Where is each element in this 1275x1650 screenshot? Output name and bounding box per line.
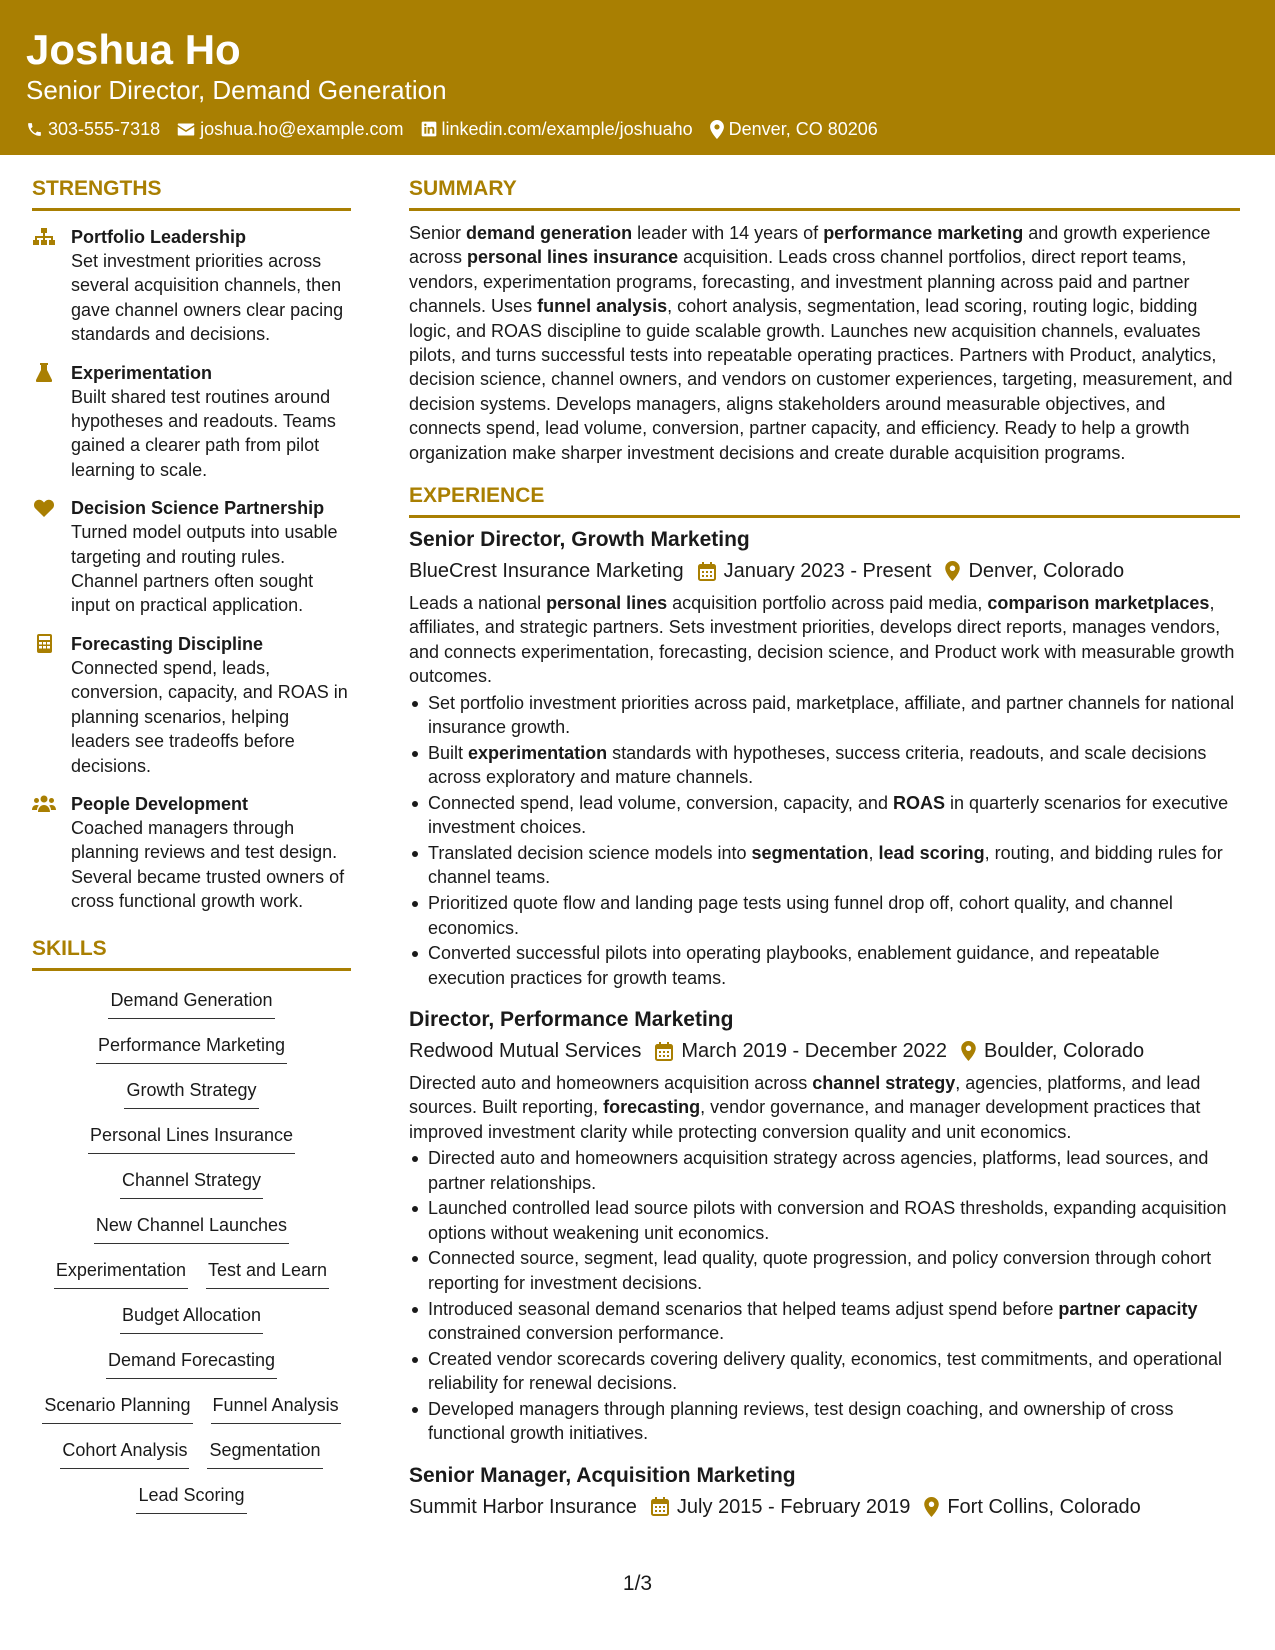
bold-keyword: ROAS [892, 792, 945, 813]
calendar-icon [651, 1497, 669, 1516]
skill-tag: Experimentation [54, 1256, 188, 1289]
linkedin-text: linkedin.com/example/joshuaho [441, 118, 693, 139]
skill-tag: Personal Lines Insurance [88, 1121, 295, 1154]
bold-keyword: lead scoring [878, 843, 985, 864]
page-number: 1/3 [622, 1572, 653, 1595]
candidate-title: Senior Director, Demand Generation [26, 75, 447, 105]
strength-desc: Set investment priorities across several acquisition channels, then gave channel owners clear pacing standards and decisions. [71, 251, 344, 345]
strength-title: People Development [71, 793, 249, 814]
flask-icon [32, 363, 56, 383]
job-entry [409, 1462, 1240, 1521]
strength-item [32, 632, 351, 778]
skill-tag: Scenario Planning [42, 1391, 192, 1424]
contact-phone[interactable] [26, 119, 160, 140]
bold-keyword: experimentation [468, 742, 608, 763]
skills-heading: SKILLS [32, 936, 351, 971]
job-dates: March 2019 - December 2022 [681, 1040, 948, 1063]
map-pin-icon [945, 561, 960, 581]
job-bullet: Launched controlled lead source pilots with conversion and ROAS thresholds, expanding acquisition options without weakening unit economics. [409, 1196, 1240, 1245]
phone-text: 303-555-7318 [48, 118, 161, 139]
bold-keyword: segmentation [751, 843, 869, 864]
job-bullet: Translated decision science models into segmentation, lead scoring, routing, and bidding rules for channel teams. [409, 841, 1240, 890]
strengths-heading: STRENGTHS [32, 176, 351, 211]
contact-linkedin[interactable] [421, 119, 693, 140]
calendar-icon-wrap [655, 1042, 673, 1061]
skill-tag: Lead Scoring [136, 1481, 246, 1514]
skill-tag: Demand Generation [108, 986, 274, 1019]
skill-row [45, 1256, 338, 1292]
calendar-icon-wrap [651, 1497, 669, 1516]
job-meta [409, 1037, 1240, 1065]
bold-keyword: partner capacity [1058, 1298, 1198, 1319]
job-dates: July 2015 - February 2019 [676, 1495, 911, 1518]
job-location: Boulder, Colorado [984, 1040, 1145, 1063]
calendar-icon [698, 562, 716, 581]
job-bullet: Built experimentation standards with hypotheses, success criteria, readouts, and scale decisions across exploratory and mature channels. [409, 741, 1240, 790]
job-bullet: Prioritized quote flow and landing page tests using funnel drop off, cohort quality, and channel economics. [409, 891, 1240, 940]
map-pin-icon [710, 120, 724, 139]
skill-tag: Budget Allocation [120, 1301, 263, 1334]
job-meta [409, 1493, 1240, 1521]
job-bullet: Created vendor scorecards covering delivery quality, economics, test commitments, and operational reliability for renewal decisions. [409, 1347, 1240, 1396]
skill-tag: Segmentation [207, 1436, 322, 1469]
skill-tag: Cohort Analysis [60, 1436, 189, 1469]
skill-row [85, 1211, 298, 1247]
resume-header [0, 0, 1275, 155]
strength-desc: Connected spend, leads, conversion, capacity, and ROAS in planning scenarios, helping leaders see tradeoffs before decisions. [71, 657, 348, 776]
skill-row [33, 1391, 349, 1427]
right-column [409, 176, 1240, 1521]
job-company: Summit Harbor Insurance [409, 1495, 637, 1518]
email-text: joshua.ho@example.com [200, 118, 404, 139]
envelope-icon [177, 122, 195, 137]
skill-row [51, 1436, 331, 1472]
skill-tag: New Channel Launches [94, 1211, 289, 1244]
skill-row [115, 1076, 267, 1112]
job-bullet: Set portfolio investment priorities across paid, marketplace, affiliate, and partner channels for national insurance growth. [409, 691, 1240, 740]
skills-list [32, 980, 351, 1517]
calendar-icon [655, 1042, 673, 1061]
job-location: Fort Collins, Colorado [947, 1495, 1141, 1518]
job-entry [409, 526, 1240, 990]
skill-tag: Demand Forecasting [106, 1346, 277, 1379]
bold-keyword: demand generation [466, 223, 633, 243]
summary-text: Senior demand generation leader with 14 years of performance marketing and growth experience across personal lines insurance acquisition. Leads cross channel portfolios, direct report teams, vendors, experimentation programs, forecasting, and investment planning across paid and partner channels. Uses funnel analysis, cohort analysis, segmentation, lead scoring, routing logic, bidding logic, and ROAS discipline to guide scalable growth. Launches new acquisition channels, evaluates pilots, and turns successful tests into repeatable operating practices. Partners with Product, analytics, decision science, channel owners, and vendors on customer experiences, targeting, measurement, and decision systems. Develops managers, aligns stakeholders around measurable objectives, and connects spend, lead volume, conversion, partner capacity, and efficiency. Ready to help a growth organization make sharper investment decisions and create durable acquisition programs. [409, 223, 1233, 463]
job-bullets [409, 691, 1240, 990]
phone-icon [26, 121, 43, 138]
bold-keyword: performance marketing [823, 223, 1024, 243]
job-meta [409, 557, 1240, 585]
org-chart-icon [32, 227, 56, 247]
bold-keyword: forecasting [603, 1097, 701, 1118]
bold-keyword: channel strategy [812, 1073, 956, 1094]
heart-icon [32, 498, 56, 518]
map-pin-icon [961, 1041, 976, 1061]
job-summary: Leads a national personal lines acquisition portfolio across paid media, comparison marketplaces, affiliates, and strategic partners. Sets investment priorities, develops direct reports, manages vendors, and connects experimentation, forecasting, decision science, and Product work with measurable growth outcomes. [409, 593, 1235, 687]
strength-title: Portfolio Leadership [71, 227, 247, 247]
job-bullet: Connected source, segment, lead quality, quote progression, and policy conversion through cohort reporting for investment decisions. [409, 1246, 1240, 1295]
job-title: Senior Director, Growth Marketing [409, 528, 750, 552]
skill-tag: Growth Strategy [124, 1076, 258, 1109]
skill-row [79, 1121, 304, 1157]
candidate-name: Joshua Ho [26, 26, 241, 73]
skill-row [97, 1346, 286, 1382]
strength-desc: Built shared test routines around hypotheses and readouts. Teams gained a clearer path from pilot learning to scale. [71, 386, 336, 480]
job-company: BlueCrest Insurance Marketing [409, 560, 684, 583]
pin-icon-wrap [945, 561, 960, 581]
bold-keyword: funnel analysis [537, 296, 668, 317]
experience-heading: EXPERIENCE [409, 483, 1240, 518]
skill-row [111, 1166, 272, 1202]
skill-tag: Funnel Analysis [211, 1391, 341, 1424]
skill-row [99, 986, 283, 1022]
skill-tag: Performance Marketing [96, 1031, 287, 1064]
bold-keyword: personal lines insurance [467, 247, 679, 268]
strength-desc: Turned model outputs into usable targeting and routing rules. Channel partners often sought input on practical application. [71, 522, 338, 616]
map-pin-icon [924, 1497, 939, 1517]
strength-item [32, 496, 351, 618]
contact-email[interactable] [177, 119, 403, 140]
strength-item [32, 361, 351, 483]
strength-title: Forecasting Discipline [71, 633, 264, 654]
strength-title: Experimentation [71, 362, 213, 383]
calculator-icon [32, 634, 56, 654]
job-bullets [409, 1146, 1240, 1445]
calendar-icon-wrap [698, 562, 716, 581]
job-dates: January 2023 - Present [723, 560, 932, 583]
job-title: Director, Performance Marketing [409, 1008, 734, 1032]
job-bullet: Directed auto and homeowners acquisition strategy across agencies, platforms, lead sources, and partner relationships. [409, 1146, 1240, 1195]
pin-icon-wrap [961, 1041, 976, 1061]
skill-row [111, 1301, 272, 1337]
people-icon [32, 794, 56, 814]
location-text: Denver, CO 80206 [728, 118, 878, 139]
job-bullet: Developed managers through planning reviews, test design coaching, and ownership of cross functional growth initiatives. [409, 1397, 1240, 1446]
summary-heading: SUMMARY [409, 176, 1240, 211]
strength-desc: Coached managers through planning reviews and test design. Several became trusted owners of cross functional growth work. [71, 817, 345, 912]
skill-tag: Channel Strategy [120, 1166, 263, 1199]
job-location: Denver, Colorado [968, 560, 1125, 583]
job-entry [409, 1006, 1240, 1446]
strength-item [32, 792, 351, 914]
skill-row [87, 1031, 296, 1067]
linkedin-icon [421, 121, 437, 137]
experience-list [409, 526, 1240, 1521]
job-summary: Directed auto and homeowners acquisition across channel strategy, agencies, platforms, and lead sources. Built reporting, forecasting, vendor governance, and manager development practices that improved investment clarity while protecting conversion quality and unit economics. [409, 1073, 1201, 1142]
job-bullet: Introduced seasonal demand scenarios that helped teams adjust spend before partner capacity constrained conversion performance. [409, 1297, 1240, 1346]
pin-icon-wrap [924, 1497, 939, 1517]
job-company: Redwood Mutual Services [409, 1040, 642, 1063]
job-title: Senior Manager, Acquisition Marketing [409, 1463, 796, 1487]
bold-keyword: personal lines [546, 593, 668, 614]
job-bullet: Connected spend, lead volume, conversion, capacity, and ROAS in quarterly scenarios for executive investment choices. [409, 791, 1240, 840]
contact-bar [26, 117, 895, 141]
contact-location [710, 119, 878, 140]
bold-keyword: comparison marketplaces [987, 593, 1210, 614]
left-column [32, 176, 351, 1517]
skill-tag: Test and Learn [206, 1256, 329, 1289]
job-bullet: Converted successful pilots into operating playbooks, enablement guidance, and repeatable execution practices for growth teams. [409, 941, 1240, 990]
strength-title: Decision Science Partnership [71, 498, 325, 519]
strength-item [32, 225, 351, 347]
skill-row [127, 1481, 255, 1517]
